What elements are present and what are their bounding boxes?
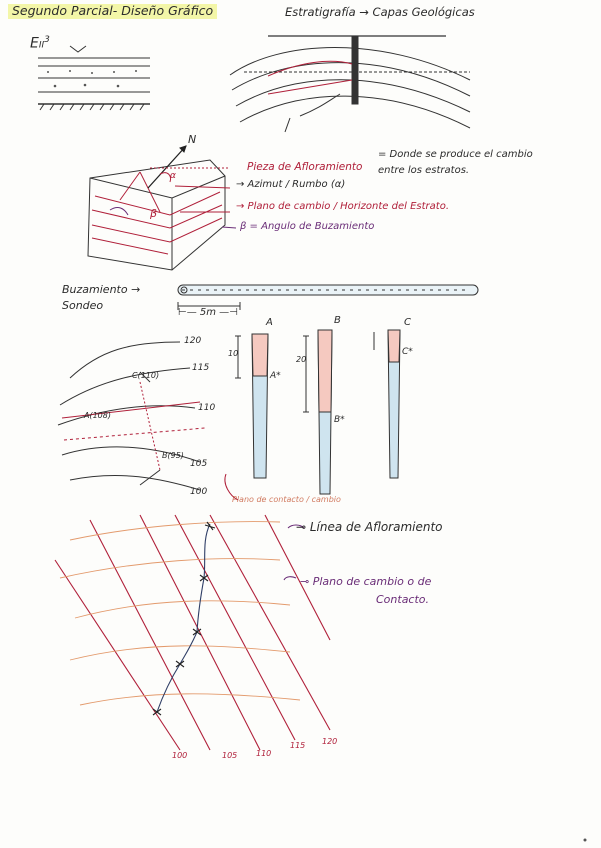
horizontal-strata bbox=[38, 46, 150, 110]
corner-mark bbox=[584, 839, 587, 842]
page-title: Segundo Parcial- Diseño Gráfico bbox=[8, 4, 217, 19]
well-a-depth: 10 bbox=[228, 349, 239, 358]
definition-1-text-a: = Donde se produce el cambio bbox=[378, 149, 533, 160]
contour-120: 120 bbox=[184, 336, 202, 346]
well-c-mark: C* bbox=[402, 347, 413, 357]
definition-1-term: Pieza de Afloramiento bbox=[247, 161, 363, 173]
buzamiento-label: Buzamiento → bbox=[62, 283, 141, 296]
well-b-depth: 20 bbox=[296, 355, 307, 364]
contour-100: 100 bbox=[190, 487, 208, 497]
definition-1-text-b: entre los estratos. bbox=[378, 165, 470, 176]
strata-label-e: E bbox=[30, 35, 39, 52]
strata-label-sub: II bbox=[38, 40, 45, 51]
definition-4: β = Angulo de Buzamiento bbox=[240, 221, 375, 232]
contour-115: 115 bbox=[192, 363, 210, 373]
point-c-label: C(110) bbox=[132, 371, 160, 380]
alpha-label: α bbox=[170, 171, 176, 181]
block-diagram bbox=[88, 146, 236, 270]
contact-plane-label-b: Contacto. bbox=[376, 593, 430, 606]
bottom-grid bbox=[55, 515, 330, 750]
bottom-contours bbox=[60, 522, 300, 705]
beta-label: β bbox=[150, 207, 158, 220]
well-b-mark: B* bbox=[334, 415, 345, 425]
well-a-label: A bbox=[266, 317, 273, 328]
wells bbox=[235, 330, 400, 494]
north-label: N bbox=[188, 133, 197, 146]
scale-label: ⊢— 5m —⊣ bbox=[178, 307, 238, 318]
contact-plane-label-a: ⊸ Plano de cambio o de bbox=[300, 575, 432, 588]
axis-label-110: 110 bbox=[256, 749, 272, 758]
definition-3: → Plano de cambio / Horizonte del Estrato. bbox=[236, 201, 449, 212]
axis-label-100: 100 bbox=[172, 751, 188, 760]
anticline-sketch bbox=[230, 36, 470, 132]
point-a-label: A(108) bbox=[84, 411, 111, 420]
axis-label-120: 120 bbox=[322, 737, 338, 746]
outcrop-line-label: ⊸ Línea de Afloramiento bbox=[296, 520, 443, 534]
page-topic: Estratigrafía → Capas Geológicas bbox=[285, 5, 475, 19]
strata-label-mark: 3 bbox=[44, 35, 50, 45]
outcrop-line bbox=[153, 522, 304, 715]
definition-2: → Azimut / Rumbo (α) bbox=[236, 179, 346, 190]
contour-map bbox=[58, 342, 238, 500]
contour-105: 105 bbox=[190, 459, 208, 469]
sondeo-label: Sondeo bbox=[62, 299, 104, 312]
well-b-label: B bbox=[334, 315, 341, 326]
well-a-mark: A* bbox=[270, 371, 281, 381]
point-b-label: B(95) bbox=[162, 451, 184, 460]
axis-label-115: 115 bbox=[290, 741, 306, 750]
contour-110: 110 bbox=[198, 403, 216, 413]
contact-plane-note: Plano de contacto / cambio bbox=[232, 495, 341, 504]
axis-label-105: 105 bbox=[222, 751, 238, 760]
well-c-label: C bbox=[404, 317, 411, 328]
